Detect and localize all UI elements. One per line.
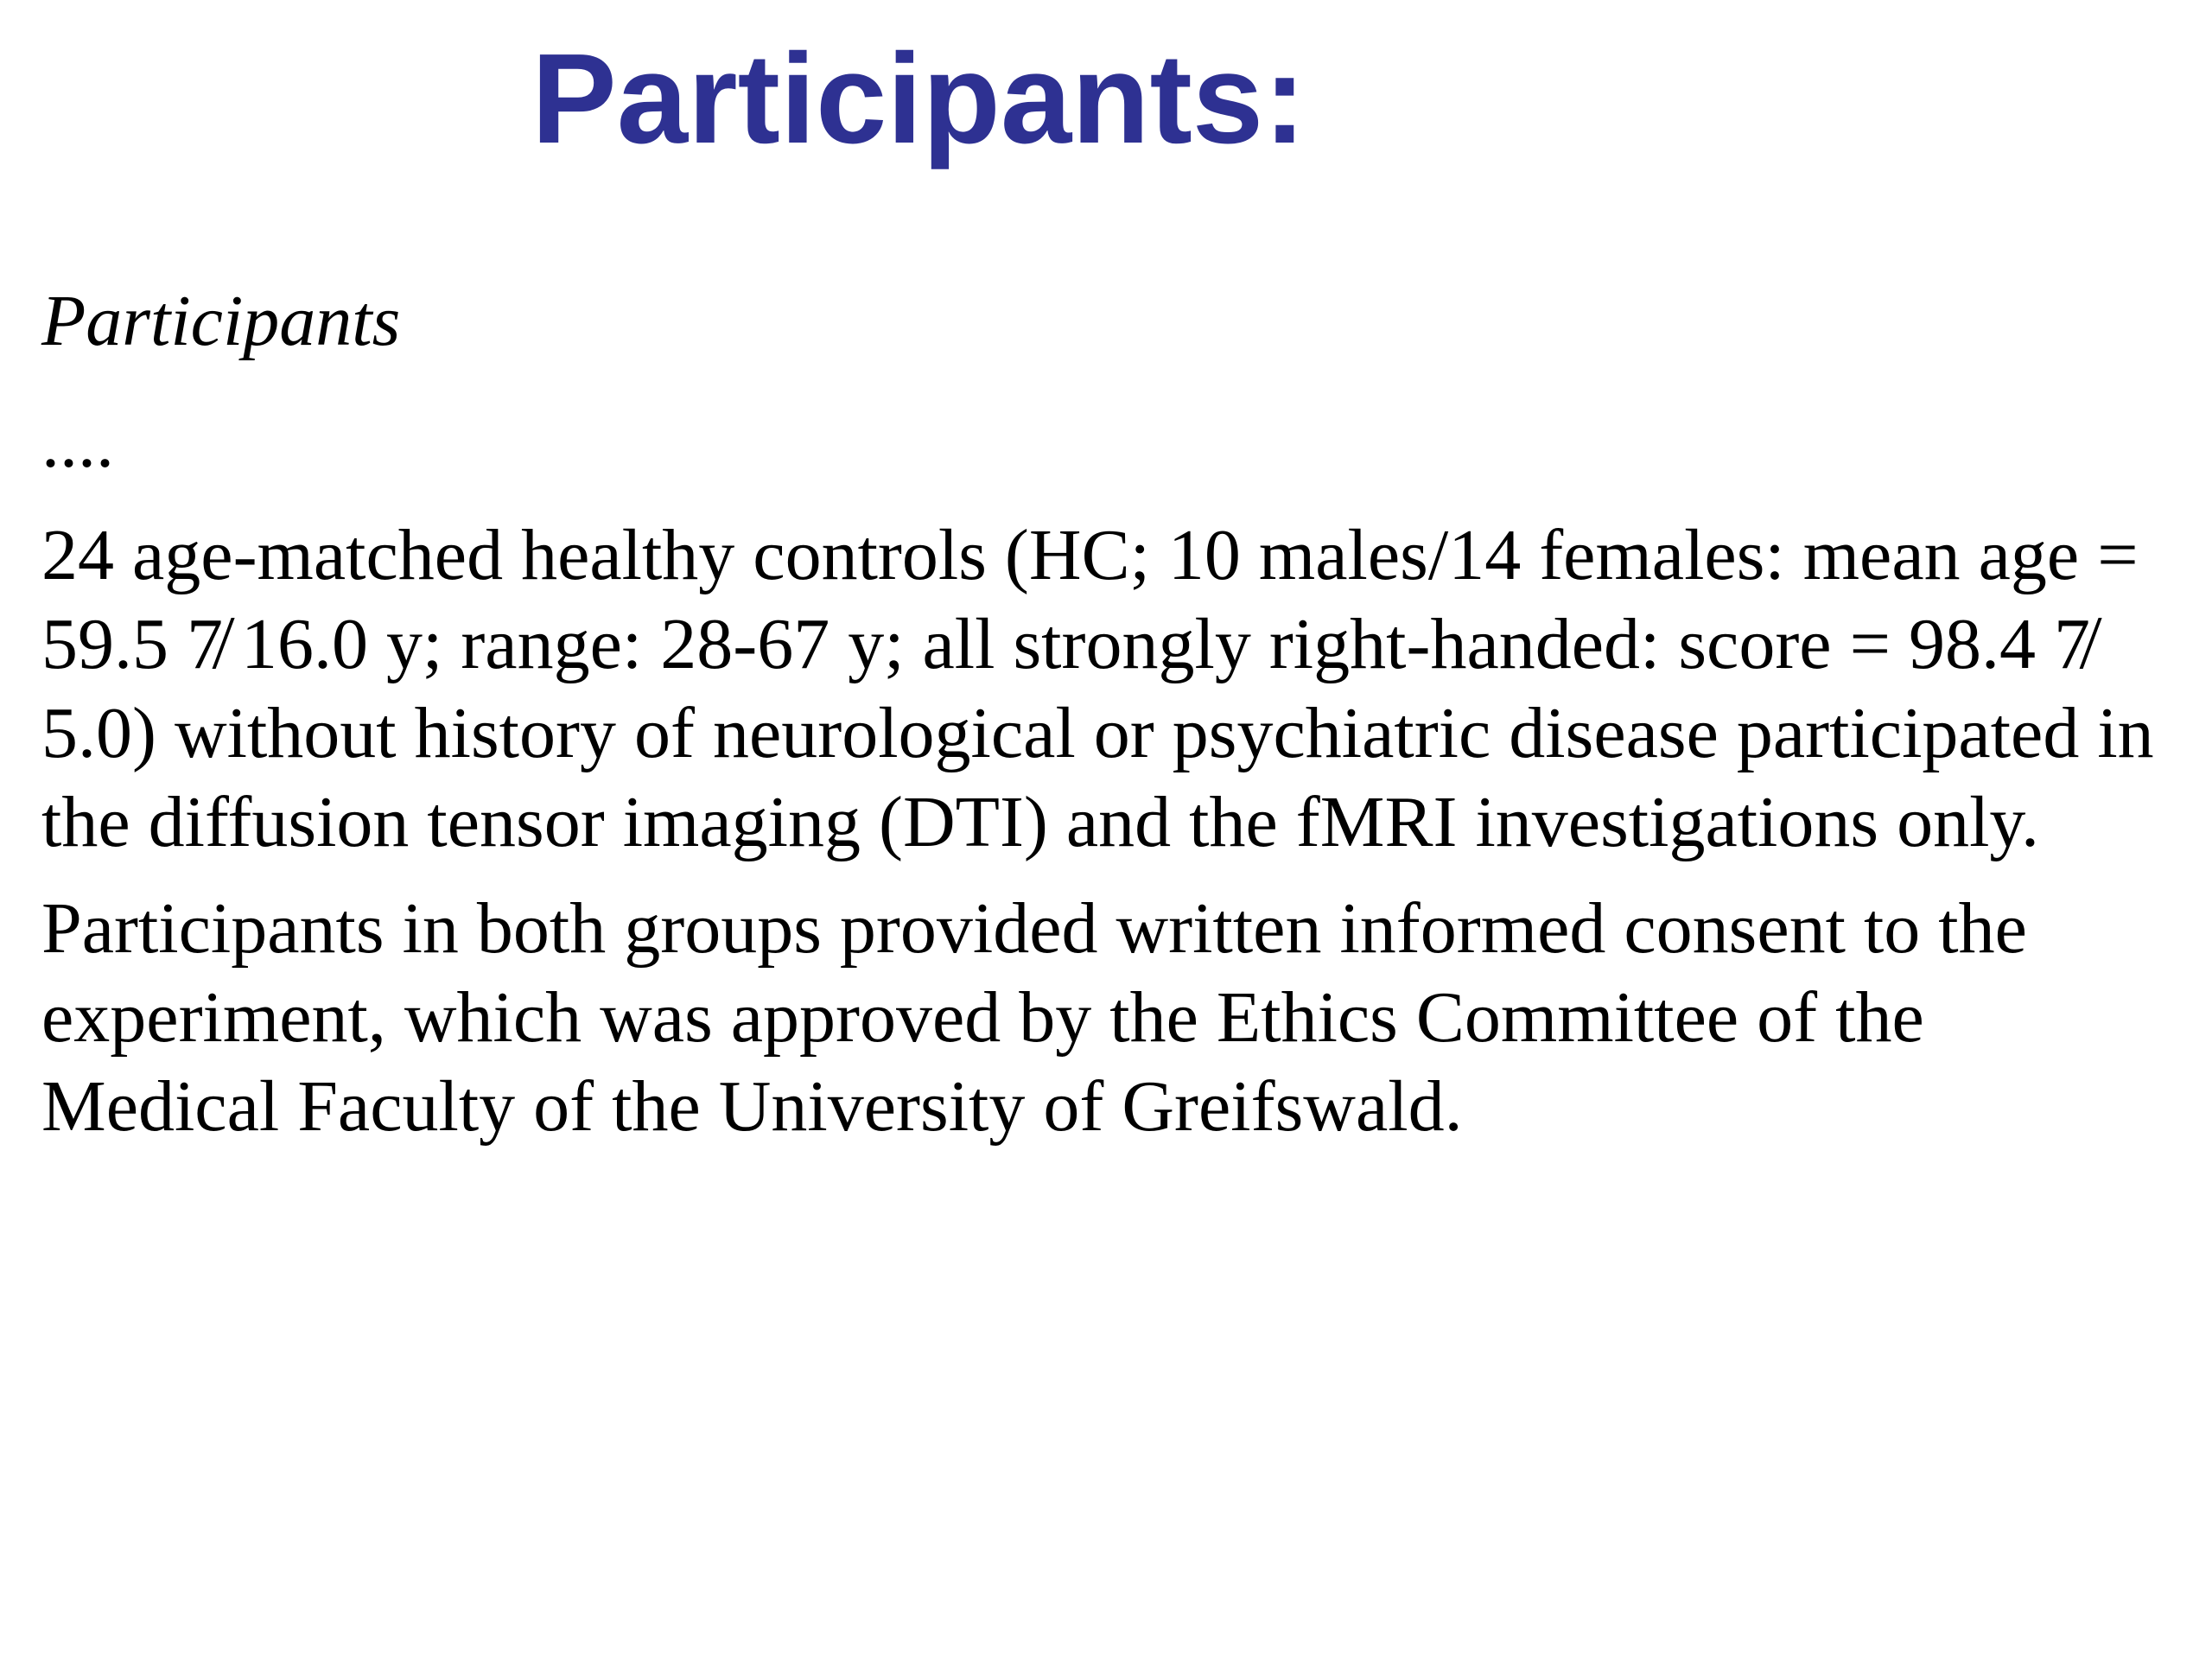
paragraph-consent — [41, 884, 2193, 1151]
paragraph-line: 59.5 7̸ 16.0 y; range: 28-67 y; all strongly right-handed: score = 98.4 7̸ — [41, 604, 2090, 684]
paragraph-line: Participants in both groups provided written informed consent to the — [41, 888, 2027, 969]
paragraph-line: the diffusion tensor imaging (DTI) and the fMRI investigations only. — [41, 782, 2039, 862]
paragraph-line: Medical Faculty of the University of Greifswald. — [41, 1066, 1463, 1147]
ellipsis: .... — [41, 403, 114, 483]
paragraph-line: experiment, which was approved by the Ethics Committee of the — [41, 977, 1924, 1058]
slide-title: Participants: — [531, 28, 1306, 170]
slide-body — [41, 276, 2193, 1151]
section-heading: Participants — [41, 281, 401, 361]
paragraph-line: 24 age-matched healthy controls (HC; 10 males/14 females: mean age = — [41, 515, 2139, 595]
paragraph-healthy-controls — [41, 511, 2193, 867]
paragraph-line: 5.0) without history of neurological or psychiatric disease participated in — [41, 693, 2154, 773]
